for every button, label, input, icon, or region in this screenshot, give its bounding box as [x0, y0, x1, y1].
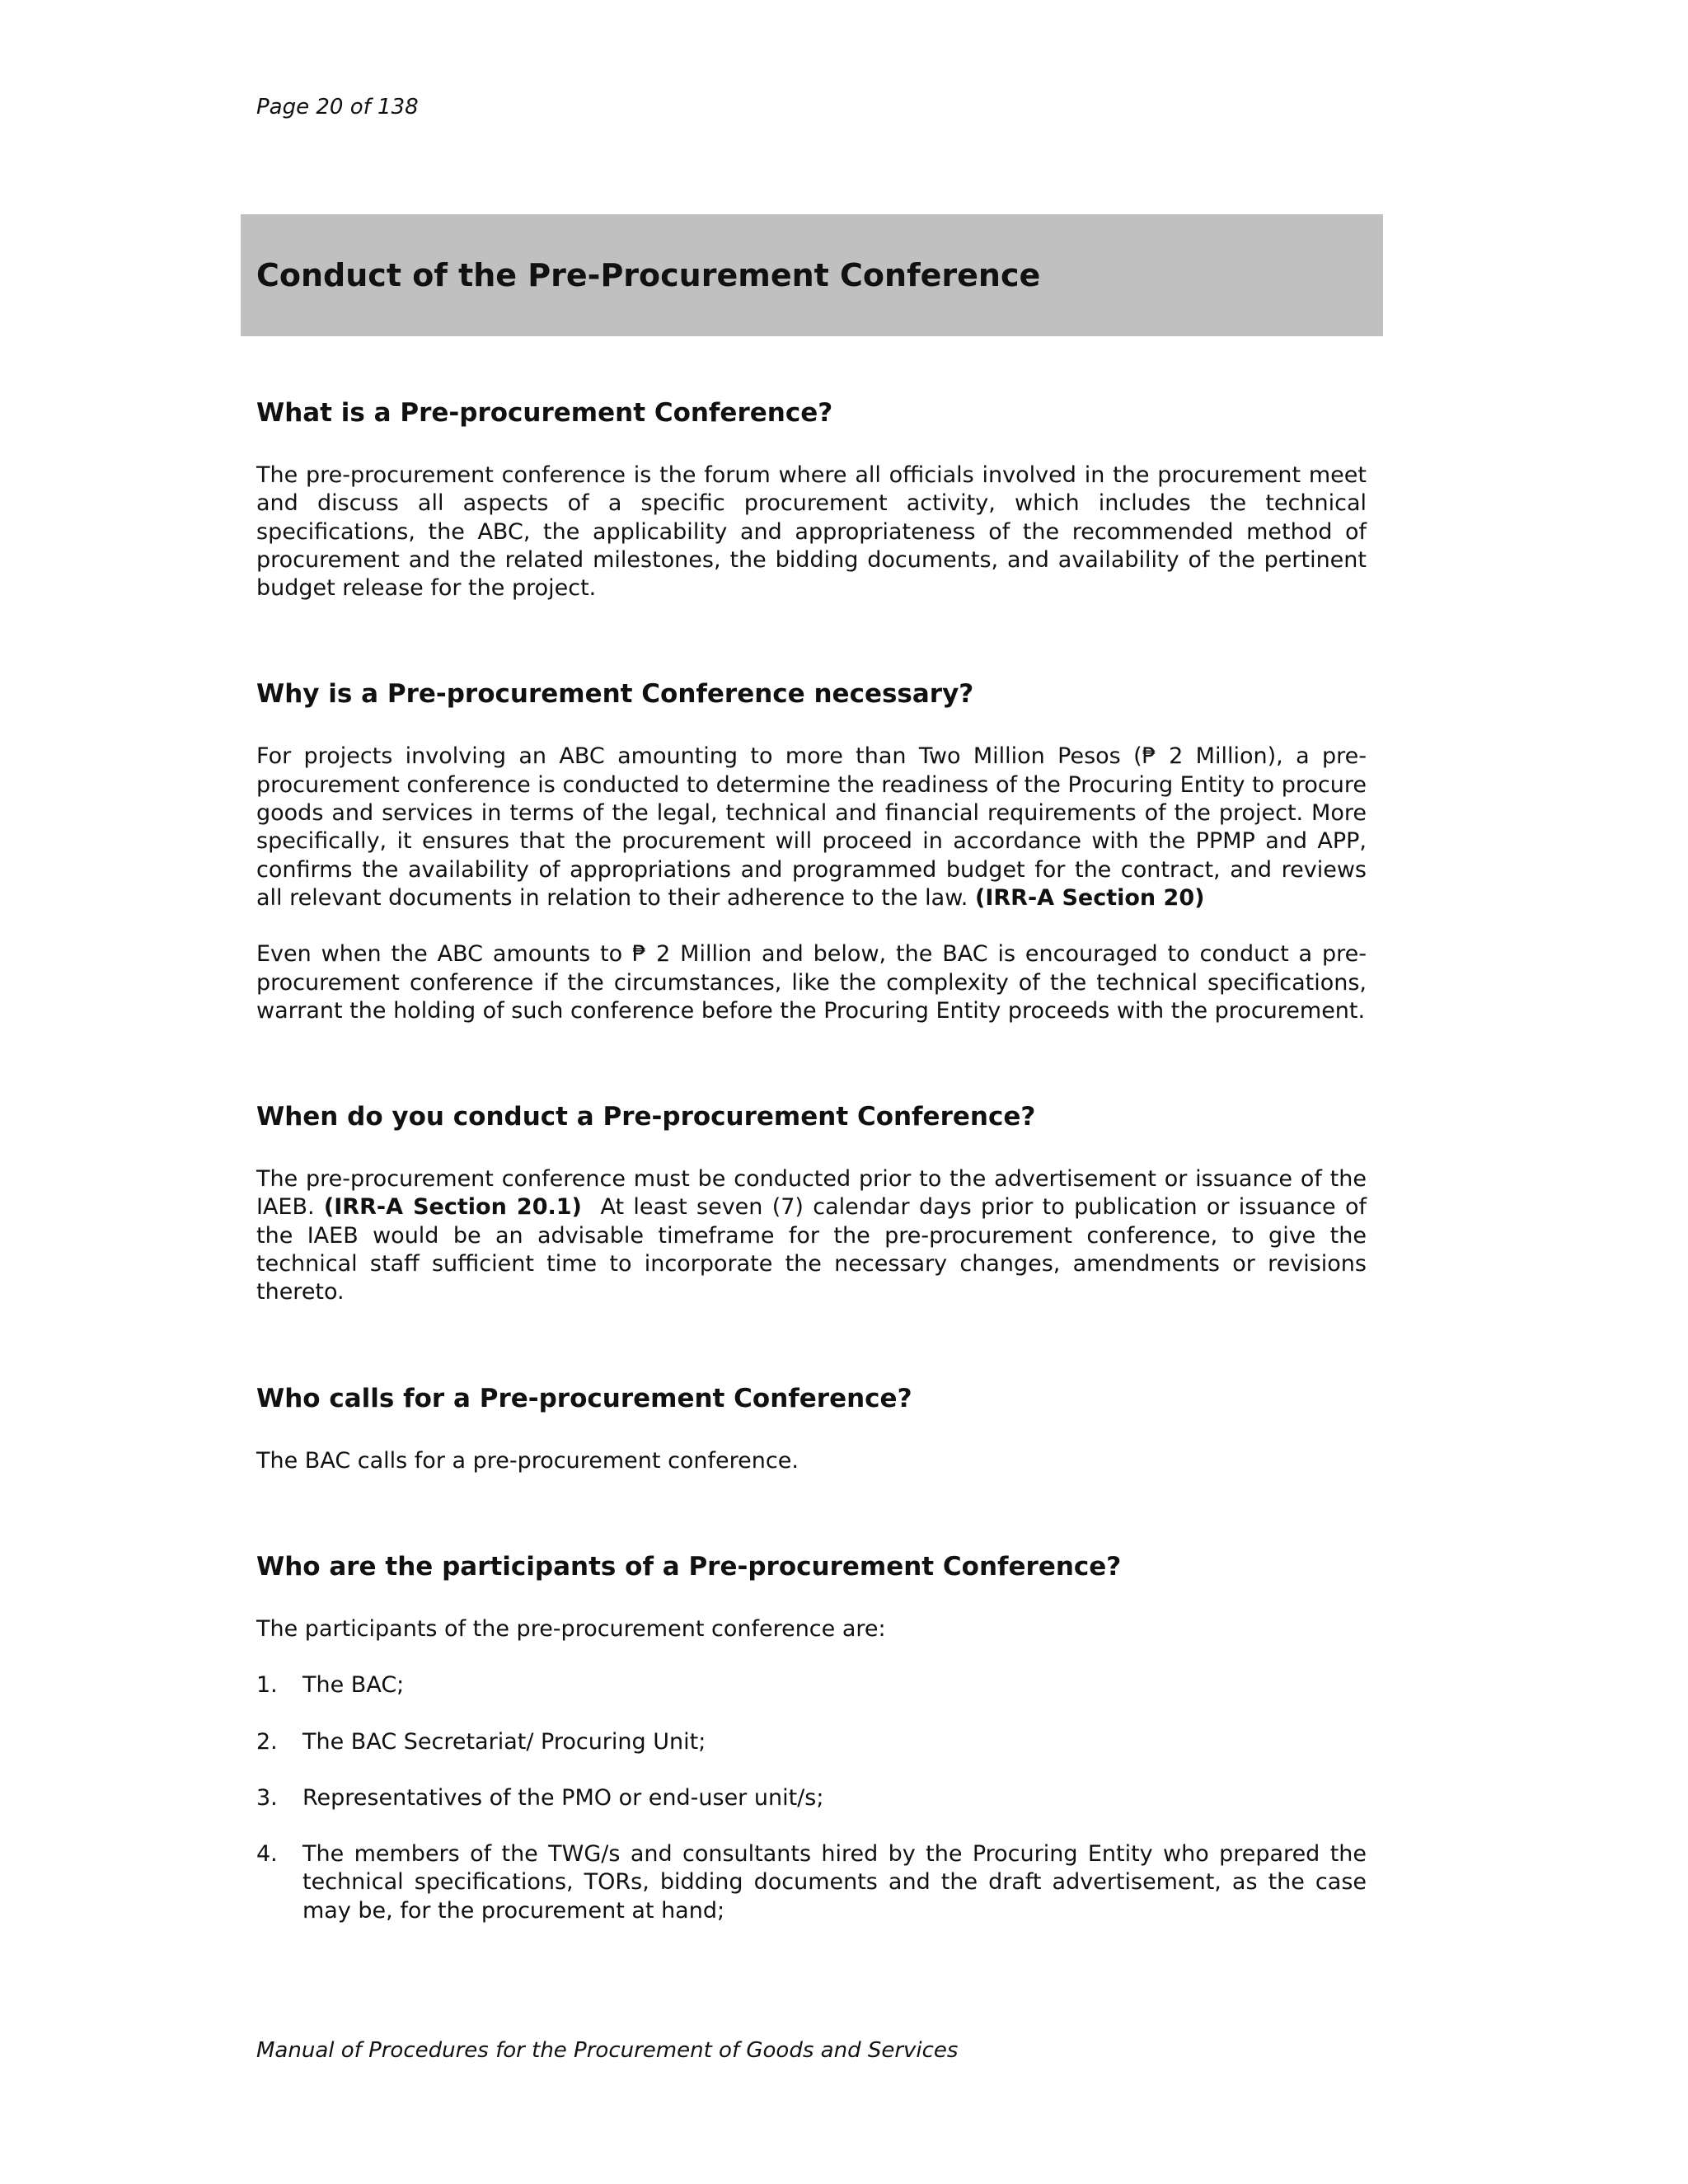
- list-item-text: The BAC Secretariat/ Procuring Unit;: [302, 1728, 706, 1755]
- paragraph-participants-intro: The participants of the pre-procurement conference are:: [256, 1615, 886, 1642]
- list-item: [256, 1840, 1367, 1925]
- participants-list: [256, 1671, 1367, 1925]
- page-title: Conduct of the Pre-Procurement Conference: [256, 257, 1041, 293]
- page-footer: Manual of Procedures for the Procurement of Goods and Services: [256, 2038, 959, 2063]
- heading-what: What is a Pre-procurement Conference?: [256, 398, 833, 428]
- paragraph-when-text-a: The pre-procurement conference must be conducted prior to the advertisement or issuance of the IAEB.: [256, 1166, 1367, 1221]
- heading-who-calls: Who calls for a Pre-procurement Conference?: [256, 1383, 912, 1413]
- paragraph-why-1: [256, 743, 1367, 912]
- paragraph-when-text-b: At least seven (7) calendar days prior to publication or issuance of the IAEB would be an advisable timeframe for the pre-procurement conference, to give the technical staff sufficient time to incorporate the necessary changes, amendments or revisions thereto.: [256, 1194, 1367, 1305]
- paragraph-when: [256, 1165, 1367, 1306]
- list-item: [256, 1671, 1367, 1699]
- paragraph-why-1-text: For projects involving an ABC amounting to more than Two Million Pesos (₱ 2 Million), a pre-procurement conference is conducted to determine the readiness of the Procuring Entity to procure goods and services in terms of the legal, technical and financial requirements of the project. More specifically, it ensures that the procurement will proceed in accordance with the PPMP and APP, confirms the availability of appropriations and programmed budget for the contract, and reviews all relevant documents in relation to their adherence to the law.: [256, 743, 1367, 911]
- list-item-text: The BAC;: [302, 1672, 405, 1699]
- title-band: [241, 214, 1383, 336]
- heading-why: Why is a Pre-procurement Conference necessary?: [256, 679, 974, 710]
- paragraph-who-calls: The BAC calls for a pre-procurement conference.: [256, 1447, 799, 1474]
- list-item-number: 4.: [256, 1841, 278, 1868]
- list-item: [256, 1784, 1367, 1812]
- list-item: [256, 1728, 1367, 1756]
- list-item-text: The members of the TWG/s and consultants hired by the Procuring Entity who prepared the technical specifications, TORs, bidding documents and the draft advertisement, as the case may be, for the procurement at hand;: [302, 1841, 1367, 1924]
- document-body: [256, 396, 1367, 1925]
- list-item-number: 2.: [256, 1728, 278, 1755]
- reference-irr-section-20: (IRR-A Section 20): [974, 884, 1205, 911]
- list-item-text: Representatives of the PMO or end-user unit/s;: [302, 1784, 824, 1811]
- paragraph-why-2: Even when the ABC amounts to ₱ 2 Million and below, the BAC is encouraged to conduct a pre-procurement conference if the circumstances, like the complexity of the technical specifications, warrant the holding of such conference before the Procuring Entity proceeds with the procurement.: [256, 941, 1367, 1024]
- paragraph-what: The pre-procurement conference is the forum where all officials involved in the procurement meet and discuss all aspects of a specific procurement activity, which includes the technical specifications, the ABC, the applicability and appropriateness of the recommended method of procurement and the related milestones, the bidding documents, and availability of the pertinent budget release for the project.: [256, 462, 1367, 602]
- page-number: Page 20 of 138: [256, 95, 419, 120]
- list-item-number: 3.: [256, 1784, 278, 1811]
- heading-when: When do you conduct a Pre-procurement Conference?: [256, 1102, 1036, 1132]
- list-item-number: 1.: [256, 1672, 278, 1699]
- heading-participants: Who are the participants of a Pre-procurement Conference?: [256, 1551, 1122, 1582]
- reference-irr-section-20-1: (IRR-A Section 20.1): [323, 1194, 582, 1221]
